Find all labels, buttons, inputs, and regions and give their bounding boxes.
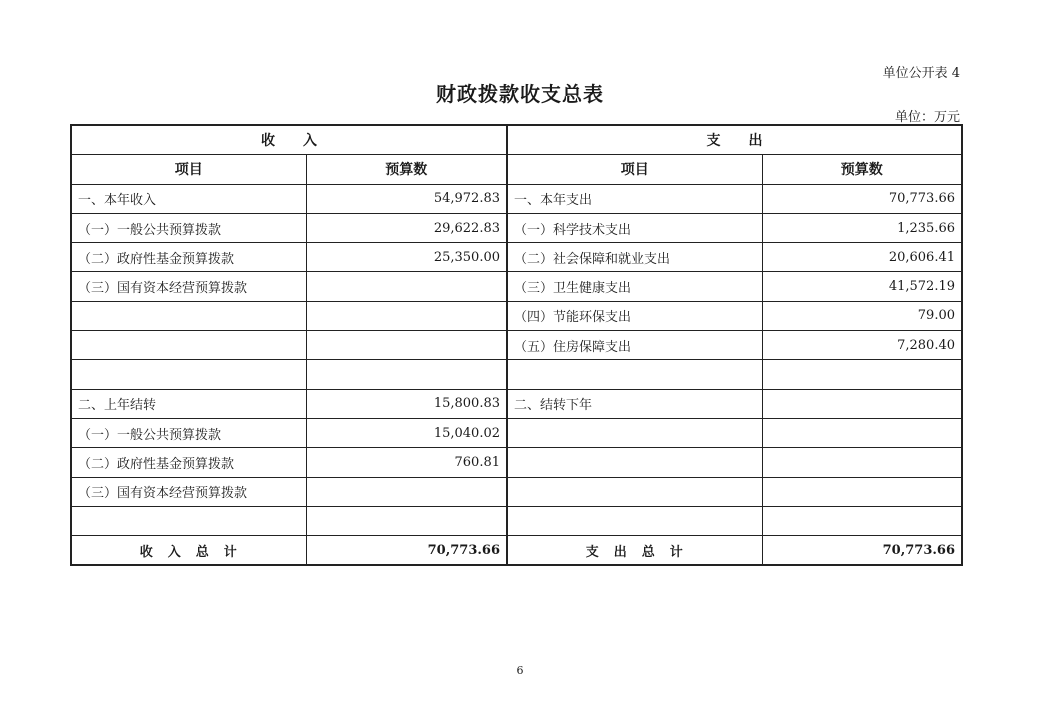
income-item-cell: （三）国有资本经营预算拨款	[71, 477, 306, 506]
income-item-cell	[71, 331, 306, 360]
unit-label: 单位：万元	[894, 110, 960, 125]
income-item-cell: （二）政府性基金预算拨款	[71, 243, 306, 272]
table-row	[71, 301, 962, 330]
total-row	[71, 536, 962, 566]
income-amount-cell	[306, 331, 507, 360]
column-header-row	[71, 155, 962, 184]
expense-item-cell: （一）科学技术支出	[507, 213, 762, 242]
table-number: 单位公开表 4	[882, 66, 960, 81]
expense-amount-cell	[762, 418, 962, 447]
table-row	[71, 448, 962, 477]
table-row	[71, 506, 962, 535]
income-amount-cell	[306, 506, 507, 535]
income-group-header: 收 入	[71, 125, 507, 155]
income-item-cell: 二、上年结转	[71, 389, 306, 418]
expense-amount-cell	[762, 389, 962, 418]
expense-item-cell	[507, 418, 762, 447]
expense-item-cell: （二）社会保障和就业支出	[507, 243, 762, 272]
expense-amount-header: 预算数	[762, 155, 962, 184]
table-row	[71, 331, 962, 360]
expense-amount-cell: 70,773.66	[762, 184, 962, 213]
expense-amount-cell	[762, 506, 962, 535]
table-row	[71, 418, 962, 447]
income-item-cell	[71, 301, 306, 330]
income-amount-cell	[306, 272, 507, 301]
table-row	[71, 213, 962, 242]
income-item-cell: 一、本年收入	[71, 184, 306, 213]
expense-item-cell	[507, 477, 762, 506]
expense-group-header: 支 出	[507, 125, 962, 155]
expense-item-cell	[507, 506, 762, 535]
income-item-header: 项目	[71, 155, 306, 184]
table-row	[71, 243, 962, 272]
expense-amount-cell: 79.00	[762, 301, 962, 330]
expense-amount-cell: 7,280.40	[762, 331, 962, 360]
income-total-amount: 70,773.66	[306, 536, 507, 566]
income-amount-cell: 15,800.83	[306, 389, 507, 418]
income-amount-header: 预算数	[306, 155, 507, 184]
income-amount-cell	[306, 360, 507, 389]
income-item-cell	[71, 360, 306, 389]
table-row	[71, 477, 962, 506]
income-amount-cell: 15,040.02	[306, 418, 507, 447]
income-amount-cell: 25,350.00	[306, 243, 507, 272]
expense-total-amount: 70,773.66	[762, 536, 962, 566]
income-amount-cell: 54,972.83	[306, 184, 507, 213]
expense-item-cell	[507, 448, 762, 477]
income-amount-cell: 29,622.83	[306, 213, 507, 242]
income-amount-cell: 760.81	[306, 448, 507, 477]
expense-amount-cell	[762, 448, 962, 477]
table-row	[71, 272, 962, 301]
expense-amount-cell	[762, 477, 962, 506]
income-item-cell	[71, 506, 306, 535]
group-header-row	[71, 125, 962, 155]
expense-item-cell: （五）住房保障支出	[507, 331, 762, 360]
income-amount-cell	[306, 301, 507, 330]
expense-amount-cell: 41,572.19	[762, 272, 962, 301]
expense-amount-cell: 20,606.41	[762, 243, 962, 272]
income-total-label: 收 入 总 计	[71, 536, 306, 566]
expense-item-cell: 一、本年支出	[507, 184, 762, 213]
table-row	[71, 360, 962, 389]
expense-item-cell: （三）卫生健康支出	[507, 272, 762, 301]
table-row	[71, 389, 962, 418]
page-number: 6	[516, 664, 524, 677]
expense-item-cell: （四）节能环保支出	[507, 301, 762, 330]
table-row	[71, 184, 962, 213]
expense-amount-cell	[762, 360, 962, 389]
income-item-cell: （二）政府性基金预算拨款	[71, 448, 306, 477]
expense-item-cell	[507, 360, 762, 389]
income-item-cell: （三）国有资本经营预算拨款	[71, 272, 306, 301]
budget-table-body	[71, 125, 962, 565]
budget-table	[70, 124, 963, 566]
income-amount-cell	[306, 477, 507, 506]
expense-item-header: 项目	[507, 155, 762, 184]
income-item-cell: （一）一般公共预算拨款	[71, 418, 306, 447]
page-title: 财政拨款收支总表	[436, 82, 604, 106]
expense-item-cell: 二、结转下年	[507, 389, 762, 418]
expense-amount-cell: 1,235.66	[762, 213, 962, 242]
income-item-cell: （一）一般公共预算拨款	[71, 213, 306, 242]
expense-total-label: 支 出 总 计	[507, 536, 762, 566]
